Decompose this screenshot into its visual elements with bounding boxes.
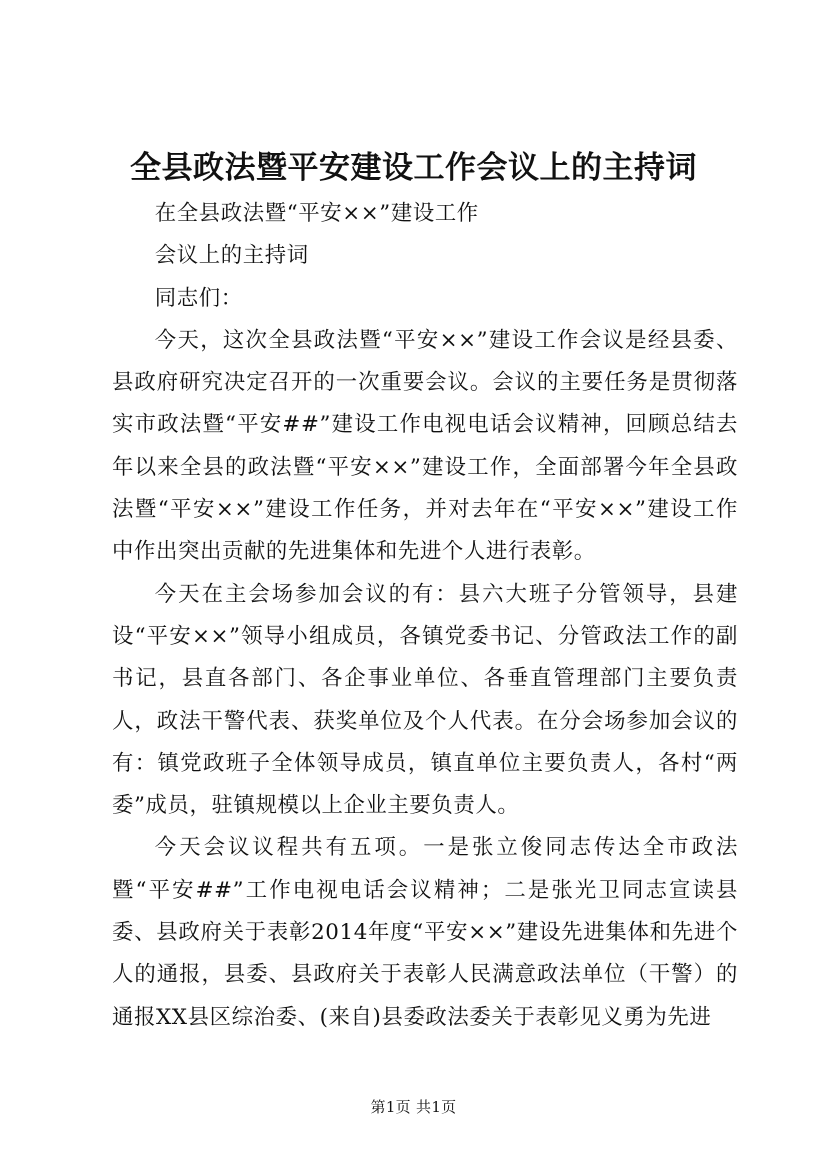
document-body: [112, 193, 738, 1039]
intro-line-1: 在全县政法暨“平安××”建设工作: [154, 201, 479, 226]
paragraph-purpose: 今天，这次全县政法暨“平安××”建设工作会议是经县委、县政府研究决定召开的一次重要会议。会议的主要任务是贯彻落实市政法暨“平安##”建设工作电视电话会议精神，回顾总结去年以来全县的政法暨“平安××”建设工作，全面部署今年全县政法暨“平安××”建设工作任务，并对去年在“平安××”建设工作中作出突出贡献的先进集体和先进个人进行表彰。: [112, 327, 738, 565]
paragraph-agenda: 今天会议议程共有五项。一是张立俊同志传达全市政法暨“平安##”工作电视电话会议精神；二是张光卫同志宣读县委、县政府关于表彰2014年度“平安××”建设先进集体和先进个人的通报，县委、县政府关于表彰人民满意政法单位（干警）的通报XX县区综治委、(来自)县委政法委关于表彰见义勇为先进: [112, 835, 738, 1030]
page-footer: 第1页 共1页: [370, 1098, 457, 1116]
document-title: 全县政法暨平安建设工作会议上的主持词: [130, 150, 697, 186]
intro-line-2: 会议上的主持词: [154, 243, 309, 269]
salutation: 同志们：: [154, 285, 243, 311]
paragraph-attendees: 今天在主会场参加会议的有：县六大班子分管领导，县建设“平安××”领导小组成员，各镇党委书记、分管政法工作的副书记，县直各部门、各企事业单位、各垂直管理部门主要负责人，政法干警代表、获奖单位及个人代表。在分会场参加会议的有：镇党政班子全体领导成员，镇直单位主要负责人，各村“两委”成员，驻镇规模以上企业主要负责人。: [112, 581, 738, 819]
